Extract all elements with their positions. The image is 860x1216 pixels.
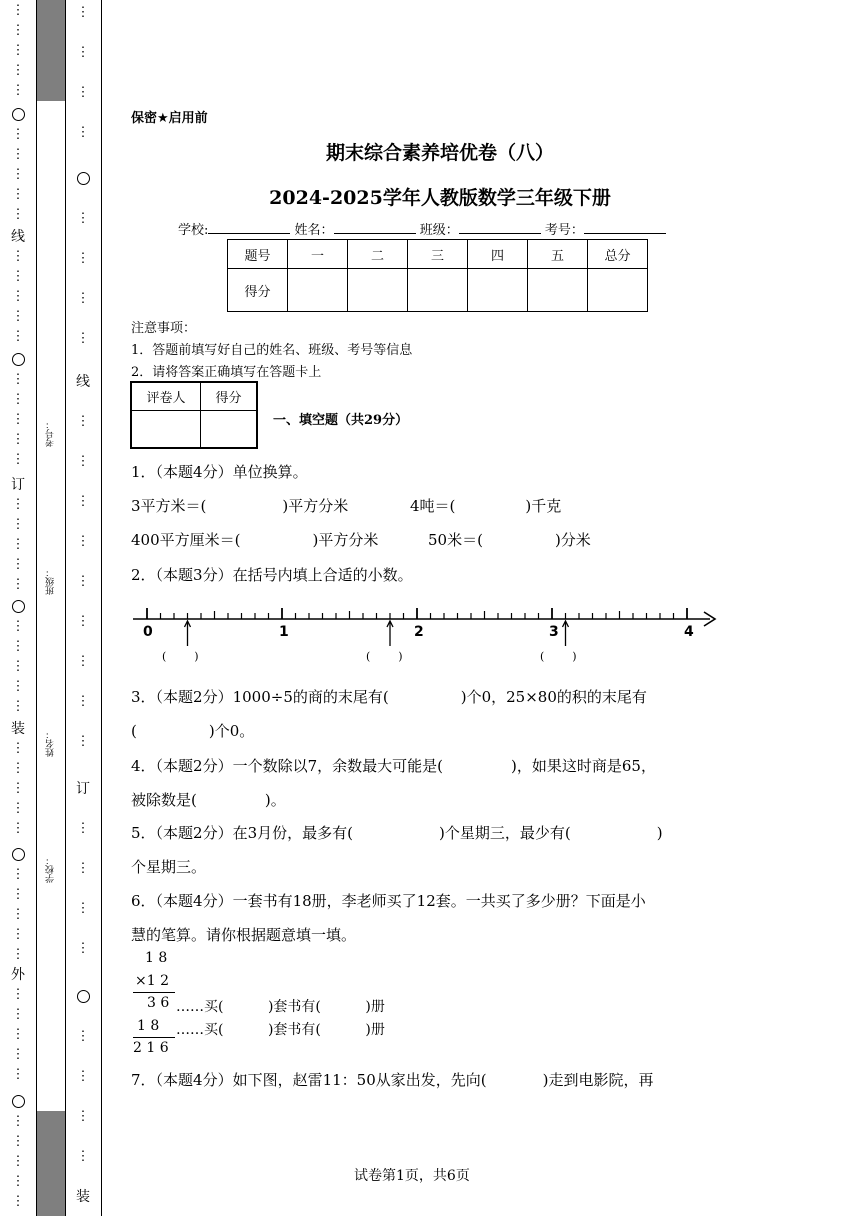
page-footer: 试卷第1页，共6页 [354,1168,470,1184]
margin-dots: ⋮ [76,494,90,509]
margin-dots: ⋮ [76,534,90,549]
margin-dots: ⋮ [76,574,90,589]
q1-d-text: 50米＝( [428,531,483,549]
q3-line2 [131,720,254,741]
q1-c-unit: )平方分米 [312,531,379,549]
margin-mark: 订 [11,477,25,493]
exam-subtitle: 2024-2025学年人教版数学三年级下册 [269,187,611,209]
margin-label-class: 班级： [46,568,56,595]
q3-text: )个0，25×80的积的末尾有 [460,688,647,706]
margin-dots: ⋮ [11,497,25,512]
note-item: 1．答题前填写好自己的姓名、班级、考号等信息 [131,343,413,358]
margin-dots: ⋮ [11,412,25,427]
margin-dots: ⋮ [11,517,25,532]
margin-mark: 订 [76,781,90,797]
q1-c-text: 400平方厘米＝( [131,531,241,549]
gray-band-top [37,0,65,101]
margin-dots: ⋮ [76,614,90,629]
margin-mark: 线 [11,229,25,245]
tick-label: 2 [414,624,424,640]
grader-score-label: 得分 [201,382,258,410]
q5-text: ) [656,824,663,842]
score-table [227,239,648,312]
margin-dots: ⋮ [11,699,25,714]
class-field[interactable] [459,221,541,234]
margin-circle-icon [12,1095,25,1108]
margin-label-exam-no: 考号： [46,420,56,447]
margin-dots: ⋮ [76,941,90,956]
calc-rule [133,992,175,993]
school-label: 学校: [178,223,209,238]
margin-dots: ⋮ [76,454,90,469]
q1-stem: 1．（本题4分）单位换算。 [131,463,308,481]
q3-text: ( [131,722,137,740]
q6-fill-1[interactable]: ……买( )套书有( )册 [176,999,385,1015]
margin-dots: ⋮ [11,801,25,816]
margin-mark: 装 [11,721,25,737]
margin-circle-icon [12,108,25,121]
calc-partial-1: 3 6 [147,995,170,1011]
margin-dots: ⋮ [76,901,90,916]
margin-dots: ⋮ [11,309,25,324]
score-header-cell: 五 [528,240,588,269]
class-label: 班级： [419,223,459,238]
score-row-label: 得分 [228,269,288,312]
margin-dots: ⋮ [76,654,90,669]
margin-circle-icon [12,600,25,613]
grader-cell[interactable] [131,410,201,448]
answer-paren[interactable]: ( ) [540,650,577,663]
margin-mark: 装 [76,1189,90,1205]
score-header-cell: 总分 [588,240,648,269]
margin-circle-icon [12,353,25,366]
q1-item-a [131,495,348,516]
margin-dots: ⋮ [76,861,90,876]
margin-dots: ⋮ [11,147,25,162]
q5-text: )个星期三，最少有( [438,824,571,842]
margin-dots: ⋮ [11,1154,25,1169]
margin-dots: ⋮ [11,1007,25,1022]
calc-rule [133,1037,175,1038]
tick-label: 3 [549,624,559,640]
q7-line1 [131,1069,653,1090]
margin-dots: ⋮ [11,577,25,592]
calc-multiplier: ×1 2 [135,973,169,989]
margin-dots: ⋮ [11,887,25,902]
score-header-cell: 三 [408,240,468,269]
q1-item-b [410,495,561,516]
q4-text: 4．（本题2分）一个数除以7，余数最大可能是( [131,757,443,775]
exam-no-field[interactable] [584,221,666,234]
margin-dots: ⋮ [11,432,25,447]
secret-label: 保密★启用前 [131,111,208,126]
margin-dots: ⋮ [76,694,90,709]
q6-line2: 慧的笔算。请你根据题意填一填。 [131,926,357,944]
margin-circle-icon [77,990,90,1003]
tick-label: 4 [684,624,694,640]
q2-stem: 2．（本题3分）在括号内填上合适的小数。 [131,566,413,584]
margin-dots: ⋮ [11,207,25,222]
q1-a-unit: )平方分米 [282,497,349,515]
note-item: 2．请将答案正确填写在答题卡上 [131,365,322,380]
margin-dots: ⋮ [11,1114,25,1129]
margin-dots: ⋮ [11,289,25,304]
margin-circle-icon [12,848,25,861]
q7-text: )走到电影院，再 [542,1071,654,1089]
margin-dots: ⋮ [11,1134,25,1149]
q3-text: 3．（本题2分）1000÷5的商的末尾有( [131,688,389,706]
margin-dots: ⋮ [11,127,25,142]
q6-fill-2[interactable]: ……买( )套书有( )册 [176,1022,385,1038]
margin-dots: ⋮ [11,639,25,654]
margin-dots: ⋮ [11,1047,25,1062]
name-field[interactable] [334,221,416,234]
margin-dots: ⋮ [11,821,25,836]
margin-label-name: 姓名： [46,730,56,757]
section1-title: 一、填空题（共29分） [273,413,409,428]
q4-text: 被除数是( [131,791,197,809]
tick-label: 0 [143,624,153,640]
margin-dots: ⋮ [11,679,25,694]
score-cell[interactable] [408,269,468,312]
score-header-cell: 四 [468,240,528,269]
margin-dots: ⋮ [76,5,90,20]
q4-line1 [131,755,656,776]
grader-label: 评卷人 [131,382,201,410]
q4-text: )，如果这时商是65， [511,757,656,775]
margin-dots: ⋮ [76,291,90,306]
margin-dots: ⋮ [11,249,25,264]
margin-dots: ⋮ [11,619,25,634]
score-cell[interactable] [348,269,408,312]
score-cell[interactable] [468,269,528,312]
margin-dots: ⋮ [76,45,90,60]
tick-label: 1 [279,624,289,640]
score-header-cell: 题号 [228,240,288,269]
margin-dots: ⋮ [11,907,25,922]
school-field[interactable] [208,221,290,234]
q6-line1: 6．（本题4分）一套书有18册，李老师买了12套。一共买了多少册？下面是小 [131,892,646,910]
margin-dots: ⋮ [76,1149,90,1164]
margin-dots: ⋮ [11,452,25,467]
margin-mark: 线 [76,374,90,390]
margin-dots: ⋮ [11,23,25,38]
margin-dots: ⋮ [11,167,25,182]
margin-dots: ⋮ [11,947,25,962]
q7-text: 7．（本题4分）如下图，赵雷11：50从家出发，先向( [131,1071,487,1089]
q3-line1 [131,686,647,707]
calc-result: 2 1 6 [133,1040,169,1056]
score-cell[interactable] [588,269,648,312]
margin-dots: ⋮ [76,821,90,836]
number-line [125,600,725,670]
margin-dots: ⋮ [11,781,25,796]
score-cell[interactable] [288,269,348,312]
margin-dots: ⋮ [11,63,25,78]
q1-d-unit: )分米 [554,531,591,549]
exam-title: 期末综合素养培优卷（八） [325,142,554,164]
margin-dots: ⋮ [11,761,25,776]
score-header-cell: 一 [288,240,348,269]
margin-dots: ⋮ [76,414,90,429]
q1-b-unit: )千克 [525,497,562,515]
margin-dots: ⋮ [11,659,25,674]
margin-dots: ⋮ [76,1069,90,1084]
margin-dots: ⋮ [11,557,25,572]
q1-item-c [131,529,378,550]
q5-text: 5．（本题2分）在3月份，最多有( [131,824,353,842]
margin-dots: ⋮ [11,927,25,942]
margin-dots: ⋮ [11,537,25,552]
margin-dots: ⋮ [11,1194,25,1209]
q5-line2: 个星期三。 [131,858,207,876]
gray-band-bottom [37,1111,65,1216]
margin-mark: 外 [11,967,25,983]
grader-score-cell[interactable] [201,410,258,448]
notes-heading: 注意事项： [131,321,197,336]
answer-paren[interactable]: ( ) [366,650,403,663]
margin-label-school: 学校： [46,856,56,883]
margin-dots: ⋮ [11,187,25,202]
margin-dots: ⋮ [11,1067,25,1082]
margin-dots: ⋮ [76,125,90,140]
up-arrow-icon [563,621,569,646]
margin-dots: ⋮ [11,3,25,18]
margin-dots: ⋮ [11,867,25,882]
grader-box [130,381,258,449]
calc-partial-2: 1 8 [137,1018,160,1034]
q4-text: )。 [264,791,286,809]
margin-dots: ⋮ [11,329,25,344]
student-info-line [178,219,666,238]
q1-item-d [428,529,591,550]
margin-dots: ⋮ [11,741,25,756]
margin-dots: ⋮ [11,372,25,387]
margin-dots: ⋮ [76,211,90,226]
margin-dots: ⋮ [76,1029,90,1044]
margin-dots: ⋮ [11,1174,25,1189]
margin-dots: ⋮ [76,85,90,100]
margin-dots: ⋮ [11,1027,25,1042]
q4-line2 [131,789,286,810]
margin-dots: ⋮ [76,251,90,266]
margin-dots: ⋮ [11,392,25,407]
q1-a-text: 3平方米＝( [131,497,207,515]
margin-dots: ⋮ [11,83,25,98]
score-cell[interactable] [528,269,588,312]
score-header-cell: 二 [348,240,408,269]
exam-no-label: 考号： [544,223,584,238]
margin-dots: ⋮ [76,331,90,346]
q3-text: )个0。 [208,722,255,740]
margin-dots: ⋮ [76,734,90,749]
answer-paren[interactable]: ( ) [162,650,199,663]
margin-dots: ⋮ [11,43,25,58]
up-arrow-icon [185,621,191,646]
margin-dots: ⋮ [11,269,25,284]
q5-line1 [131,822,663,843]
margin-dots: ⋮ [11,987,25,1002]
margin-dots: ⋮ [76,1109,90,1124]
name-label: 姓名： [294,223,334,238]
calc-multiplicand: 1 8 [145,950,168,966]
up-arrow-icon [387,621,393,646]
q1-b-text: 4吨＝( [410,497,456,515]
